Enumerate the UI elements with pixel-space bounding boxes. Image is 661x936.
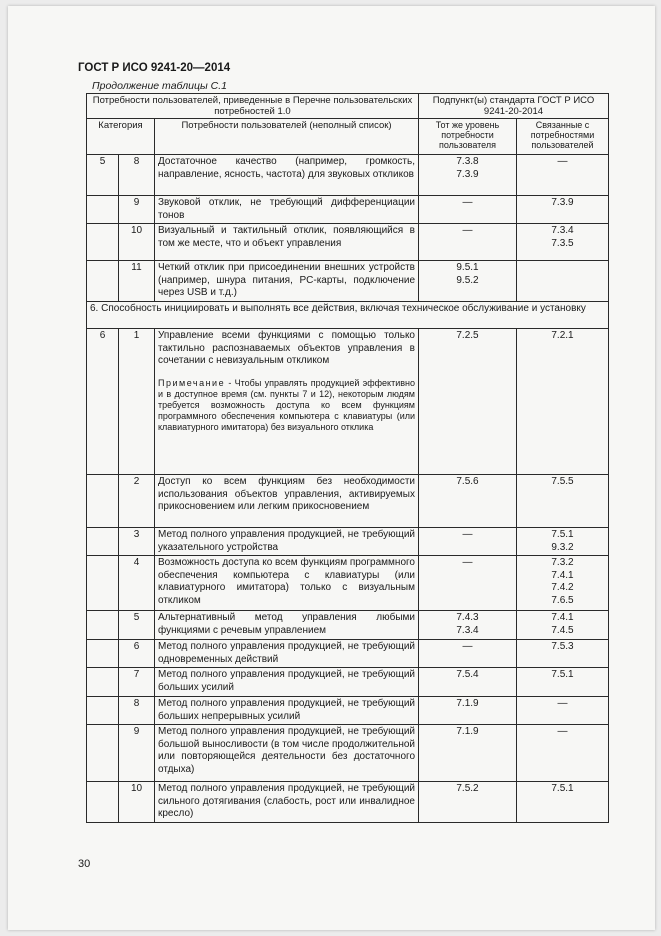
related-cell xyxy=(517,556,609,611)
subclause-ref: 7.5.3 xyxy=(551,641,574,652)
subclause-ref: 7.3.9 xyxy=(456,168,479,180)
need-number-cell: 10 xyxy=(119,782,155,823)
need-number-cell: 2 xyxy=(119,475,155,528)
need-text: Возможность доступа ко всем функциям программного обеспечения компьютера с клавиатуры (или клавиатурного имитатора) только с визуальным откликом xyxy=(158,557,415,606)
category-cell xyxy=(87,782,119,823)
need-text-cell xyxy=(155,782,419,823)
subclause-ref: 7.4.5 xyxy=(551,624,574,636)
category-cell xyxy=(87,261,119,302)
subclause-ref: 7.4.1 xyxy=(551,569,574,581)
need-number-cell: 8 xyxy=(119,697,155,725)
need-text: Метод полного управления продукцией, не требующий сильного дотягивания (слабость, рост или инвалидное кресло) xyxy=(158,783,415,819)
need-text-cell xyxy=(155,196,419,224)
related-cell xyxy=(517,640,609,668)
need-number-cell: 1 xyxy=(119,329,155,475)
header-row-2 xyxy=(87,119,609,155)
subclause-ref: 7.5.4 xyxy=(456,669,479,680)
table-row xyxy=(87,224,609,261)
need-text: Четкий отклик при присоединении внешних устройств (например, шнура питания, PC-карты, подключение через USB и т.д.) xyxy=(158,262,415,298)
category-cell xyxy=(87,668,119,697)
need-text-cell xyxy=(155,475,419,528)
header-subclauses: Подпункт(ы) стандарта ГОСТ Р ИСО 9241-20-2014 xyxy=(419,94,609,119)
header-related: Связанные с потребностями пользователей xyxy=(517,119,609,155)
same-level-cell xyxy=(419,556,517,611)
category-cell xyxy=(87,725,119,782)
need-number-cell: 10 xyxy=(119,224,155,261)
related-cell xyxy=(517,329,609,475)
need-text-cell xyxy=(155,528,419,556)
table-row xyxy=(87,611,609,640)
need-text-cell xyxy=(155,611,419,640)
table-row xyxy=(87,155,609,196)
need-text: Альтернативный метод управления любыми функциями с речевым управлением xyxy=(158,612,415,636)
related-cell xyxy=(517,224,609,261)
need-number-cell: 4 xyxy=(119,556,155,611)
subclause-ref: 7.5.2 xyxy=(456,783,479,794)
same-level-cell xyxy=(419,155,517,196)
subclause-ref: 7.5.1 xyxy=(551,669,574,680)
subclause-ref: 7.5.5 xyxy=(551,476,574,487)
need-text-cell xyxy=(155,725,419,782)
subclause-ref: 7.2.1 xyxy=(551,330,574,341)
need-number-cell: 11 xyxy=(119,261,155,302)
need-text: Доступ ко всем функциям без необходимости использования объектов управления, активируемых прикосновением или легким прикосновением xyxy=(158,476,415,512)
header-row-1 xyxy=(87,94,609,119)
need-text-cell xyxy=(155,640,419,668)
subclause-ref: — xyxy=(462,557,473,568)
need-number-cell: 6 xyxy=(119,640,155,668)
category-cell xyxy=(87,528,119,556)
need-text: Управление всеми функциями с помощью только тактильно распознаваемых объектов управления в сочетании с невизуальным откликом xyxy=(158,330,415,366)
same-level-cell xyxy=(419,697,517,725)
subclause-ref: — xyxy=(557,726,568,737)
same-level-cell xyxy=(419,725,517,782)
subclause-ref: 9.3.2 xyxy=(551,541,574,553)
need-text: Достаточное качество (например, громкость, направление, ясность, частота) для звуковых откликов xyxy=(158,156,415,180)
need-text-cell xyxy=(155,556,419,611)
header-needs-group: Потребности пользователей, приведенные в Перечне пользовательских потребностей 1.0 xyxy=(87,94,419,119)
need-text: Метод полного управления продукцией, не требующий больших усилий xyxy=(158,669,415,693)
header-same-level: Тот же уровень потребности пользователя xyxy=(419,119,517,155)
need-text-cell xyxy=(155,155,419,196)
related-cell xyxy=(517,725,609,782)
subclause-ref: 7.5.1 xyxy=(551,783,574,794)
subclause-ref: 7.3.4 xyxy=(456,624,479,636)
need-number-cell: 9 xyxy=(119,725,155,782)
table-row xyxy=(87,528,609,556)
subclause-ref: 7.5.6 xyxy=(456,476,479,487)
subclause-ref: — xyxy=(462,225,473,236)
category-cell xyxy=(87,224,119,261)
same-level-cell xyxy=(419,261,517,302)
subclause-ref: — xyxy=(462,641,473,652)
subclause-ref: 7.3.5 xyxy=(551,237,574,249)
subclause-ref: 7.2.5 xyxy=(456,330,479,341)
need-number-cell: 9 xyxy=(119,196,155,224)
category-cell xyxy=(87,475,119,528)
related-cell xyxy=(517,475,609,528)
same-level-cell xyxy=(419,224,517,261)
subclause-ref: — xyxy=(462,529,473,540)
category-cell xyxy=(87,640,119,668)
table-row xyxy=(87,640,609,668)
need-number-cell: 7 xyxy=(119,668,155,697)
same-level-cell xyxy=(419,528,517,556)
table-row xyxy=(87,261,609,302)
table-row xyxy=(87,697,609,725)
need-text-cell xyxy=(155,224,419,261)
header-category: Категория xyxy=(87,119,155,155)
same-level-cell xyxy=(419,640,517,668)
table-caption: Продолжение таблицы С.1 xyxy=(92,80,227,92)
subclause-ref: 7.4.2 xyxy=(551,582,574,593)
note-text: - Чтобы управлять продукцией эффективно и в доступное время (см. пункты 7 и 12), некоторым людям требуется возможность доступа ко всем функциям программного обеспечения компьютера с клавиатуры (или клавиатурного имитатора) без визуального отклика xyxy=(158,377,415,432)
need-text: Метод полного управления продукцией, не требующий одновременных действий xyxy=(158,641,415,665)
category-cell xyxy=(87,611,119,640)
need-text-cell xyxy=(155,329,419,475)
need-text: Метод полного управления продукцией, не требующий больших непрерывных усилий xyxy=(158,698,415,722)
need-number-cell: 8 xyxy=(119,155,155,196)
need-text: Звуковой отклик, не требующий дифференциации тонов xyxy=(158,197,415,221)
document-header: ГОСТ Р ИСО 9241-20—2014 xyxy=(78,62,231,74)
category-cell: 6 xyxy=(87,329,119,475)
need-number-cell: 3 xyxy=(119,528,155,556)
same-level-cell xyxy=(419,196,517,224)
category-cell xyxy=(87,556,119,611)
subclause-ref: 7.3.4 xyxy=(551,225,574,236)
subclause-ref: 7.4.1 xyxy=(551,612,574,623)
page-number: 30 xyxy=(78,858,91,870)
subclause-ref: 7.6.5 xyxy=(551,594,574,606)
related-cell xyxy=(517,782,609,823)
table-row xyxy=(87,329,609,475)
subclause-ref: — xyxy=(462,197,473,208)
subclause-ref: 7.1.9 xyxy=(456,698,479,709)
same-level-cell xyxy=(419,611,517,640)
need-text: Визуальный и тактильный отклик, появляющийся в том же месте, что и объект управления xyxy=(158,225,415,249)
table-row xyxy=(87,725,609,782)
subclause-ref: 7.3.9 xyxy=(551,197,574,208)
note-label: Примечание xyxy=(158,377,226,388)
same-level-cell xyxy=(419,329,517,475)
subclause-ref: 7.4.3 xyxy=(456,612,479,623)
need-text-cell xyxy=(155,668,419,697)
same-level-cell xyxy=(419,475,517,528)
subclause-ref: 9.5.2 xyxy=(456,274,479,286)
header-needs: Потребности пользователей (неполный список) xyxy=(155,119,419,155)
need-text-cell xyxy=(155,261,419,302)
category-cell: 5 xyxy=(87,155,119,196)
table-row xyxy=(87,556,609,611)
table-row xyxy=(87,782,609,823)
related-cell xyxy=(517,668,609,697)
subclause-ref: 7.1.9 xyxy=(456,726,479,737)
subclause-ref: 9.5.1 xyxy=(456,262,479,273)
section-row xyxy=(87,302,609,329)
subclause-ref: 7.3.2 xyxy=(551,557,574,568)
category-cell xyxy=(87,196,119,224)
same-level-cell xyxy=(419,782,517,823)
need-text: Метод полного управления продукцией, не требующий указательного устройства xyxy=(158,529,415,553)
related-cell xyxy=(517,155,609,196)
subclause-ref: — xyxy=(557,156,568,167)
need-text: Метод полного управления продукцией, не требующий большой выносливости (в том числе продолжительной или повторяющейся деятельности без достаточного отдыха) xyxy=(158,726,415,775)
subclause-ref: 7.5.1 xyxy=(551,529,574,540)
same-level-cell xyxy=(419,668,517,697)
related-cell xyxy=(517,196,609,224)
note xyxy=(158,378,415,433)
need-number-cell: 5 xyxy=(119,611,155,640)
subclause-ref: — xyxy=(557,698,568,709)
related-cell xyxy=(517,611,609,640)
related-cell xyxy=(517,261,609,302)
related-cell xyxy=(517,697,609,725)
table-row xyxy=(87,475,609,528)
table-row xyxy=(87,196,609,224)
related-cell xyxy=(517,528,609,556)
requirements-table xyxy=(86,93,609,823)
table-row xyxy=(87,668,609,697)
section-heading: 6. Способность инициировать и выполнять все действия, включая техническое обслуживание и установку xyxy=(87,302,609,329)
category-cell xyxy=(87,697,119,725)
need-text-cell xyxy=(155,697,419,725)
subclause-ref: 7.3.8 xyxy=(456,156,479,167)
